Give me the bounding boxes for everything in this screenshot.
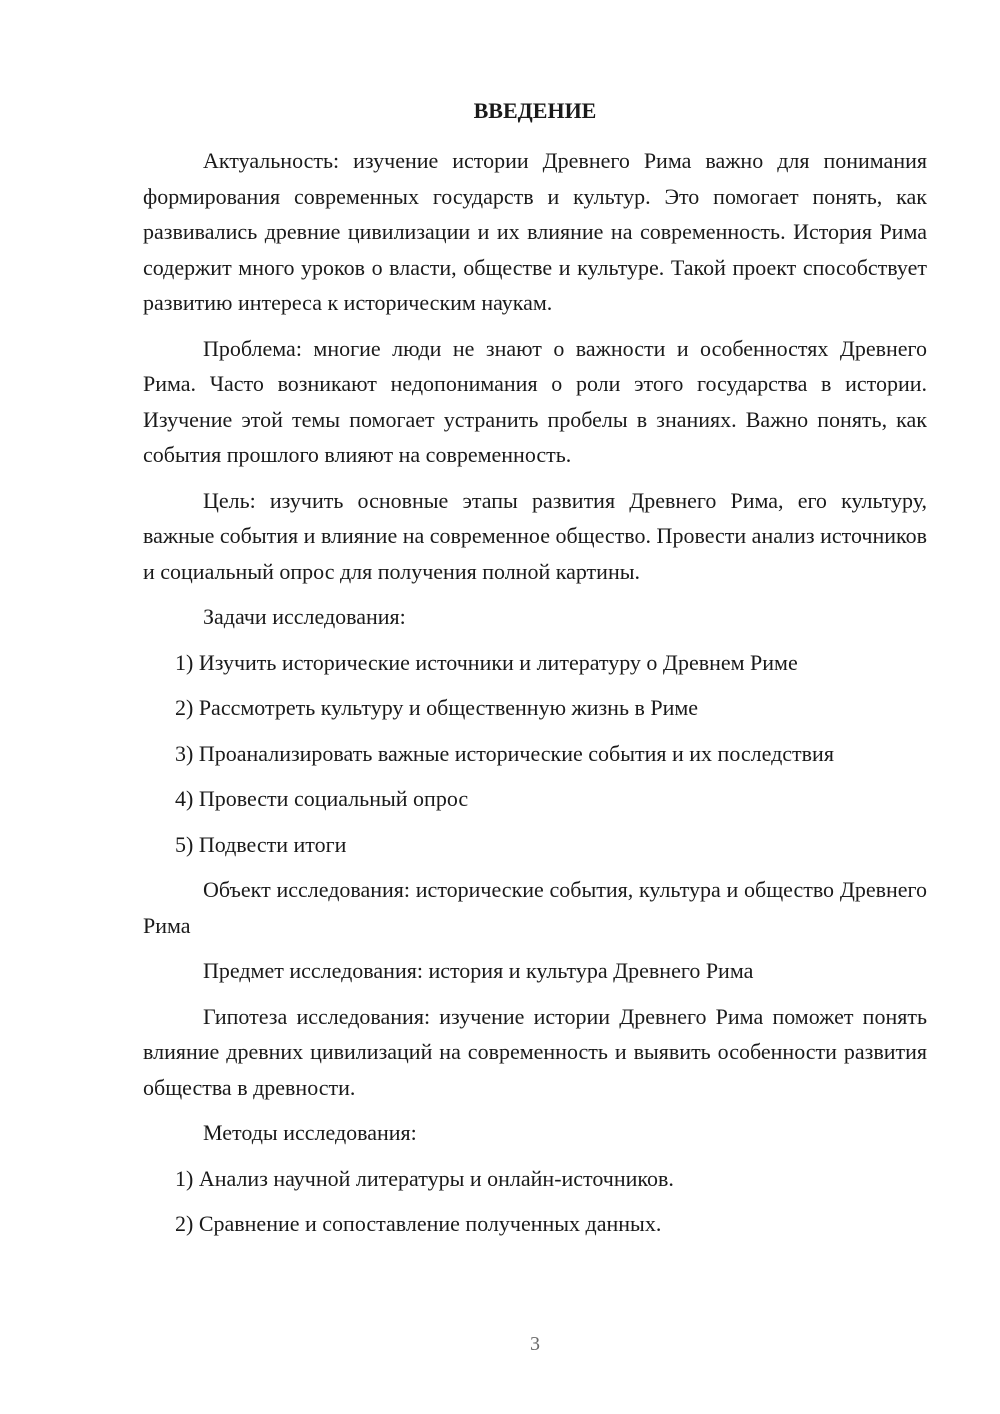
task-item: 4) Провести социальный опрос	[175, 786, 469, 811]
task-item: 5) Подвести итоги	[175, 831, 347, 857]
methods-title: Методы исследования:	[203, 1120, 417, 1145]
relevance-paragraph: Актуальность: изучение истории Древнего Рима важно для понимания формирования современных государств и культур. Это помогает понять, как развивались древние цивилизации и их влияние на современность. История Рима содержит много уроков о власти, обществе и культуре. Такой проект способствует развитию интереса к историческим наукам.	[143, 148, 927, 315]
subject-paragraph: Предмет исследования: история и культура Древнего Рима	[203, 958, 754, 983]
tasks-title: Задачи исследования:	[203, 604, 406, 629]
page-title: ВВЕДЕНИЕ	[473, 98, 597, 123]
task-item: 3) Проанализировать важные исторические события и их последствия	[175, 740, 834, 766]
problem-paragraph: Проблема: многие люди не знают о важности и особенностях Древнего Рима. Часто возникают недопонимания о роли этого государства в истории. Изучение этой темы помогает устранить пробелы в знаниях. Важно понять, как события прошлого влияют на современность.	[143, 335, 927, 467]
task-item: 2) Рассмотреть культуру и общественную жизнь в Риме	[175, 695, 699, 720]
page-number: 3	[530, 1333, 540, 1355]
task-item: 1) Изучить исторические источники и литературу о Древнем Риме	[175, 649, 798, 675]
goal-paragraph: Цель: изучить основные этапы развития Древнего Рима, его культуру, важные события и влияние на современное общество. Провести анализ источников и социальный опрос для получения полной картины.	[143, 487, 927, 584]
document-page	[143, 96, 927, 1242]
hypothesis-paragraph: Гипотеза исследования: изучение истории Древнего Рима поможет понять влияние древних цивилизаций на современность и выявить особенности развития общества в древности.	[143, 1003, 927, 1100]
method-item: 2) Сравнение и сопоставление полученных данных.	[175, 1211, 662, 1236]
object-paragraph: Объект исследования: исторические события, культура и общество Древнего Рима	[143, 877, 927, 938]
method-item: 1) Анализ научной литературы и онлайн-источников.	[175, 1165, 674, 1191]
